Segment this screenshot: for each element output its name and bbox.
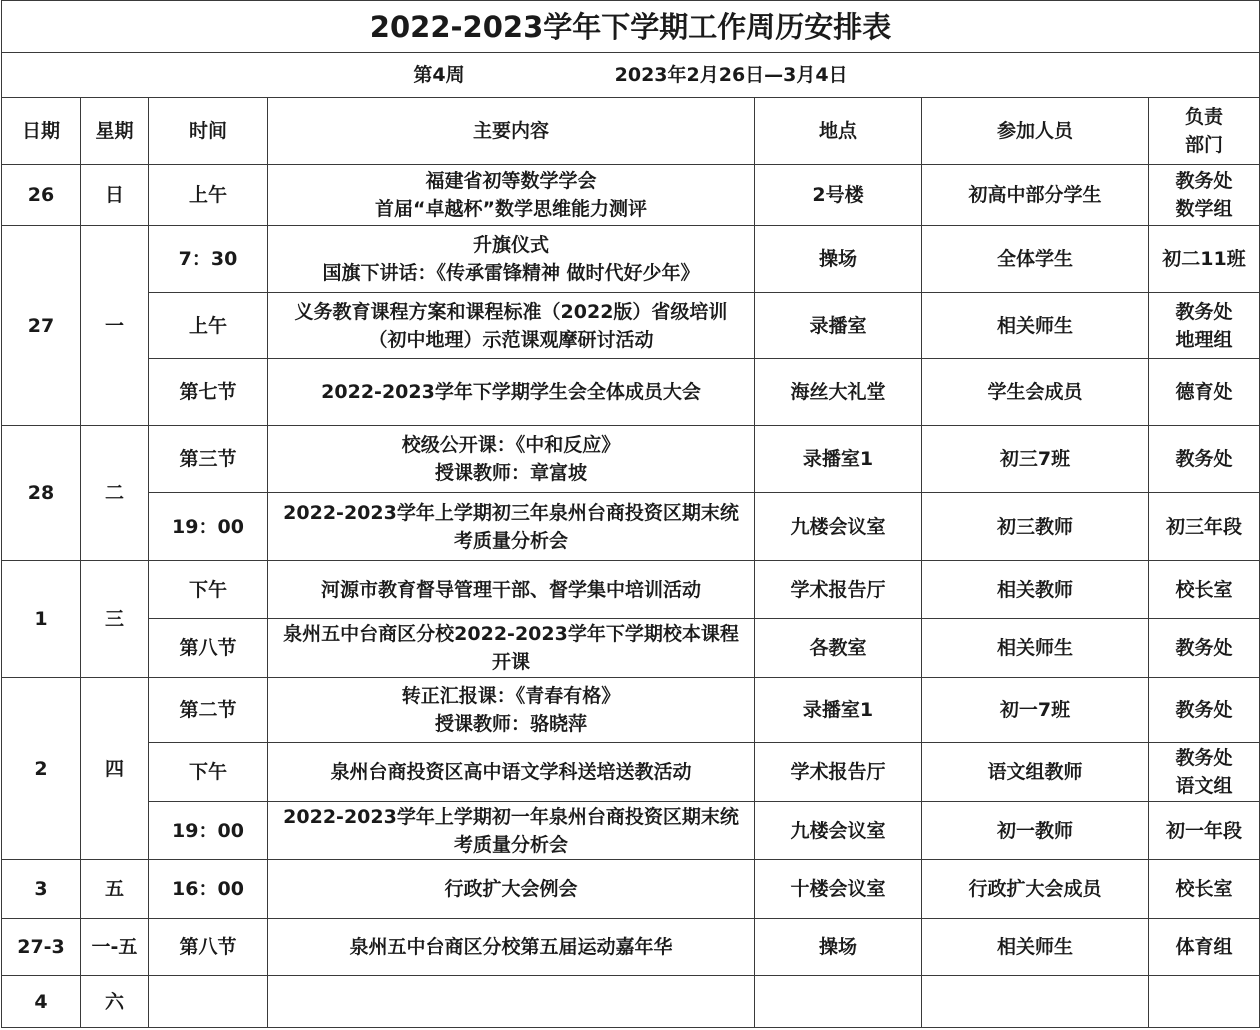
table-row (2, 743, 1260, 802)
header-location: 地点 (755, 98, 922, 165)
department-cell: 教务处 地理组 (1149, 293, 1260, 359)
location-cell: 各教室 (755, 619, 922, 678)
participants-cell: 语文组教师 (922, 743, 1149, 802)
weekday-cell: 五 (81, 860, 149, 919)
content-cell: 升旗仪式 国旗下讲话：《传承雷锋精神 做时代好少年》 (268, 226, 755, 293)
table-row (2, 860, 1260, 919)
weekday-cell: 三 (81, 561, 149, 678)
department-cell: 校长室 (1149, 561, 1260, 619)
department-cell: 体育组 (1149, 919, 1260, 976)
location-cell: 九楼会议室 (755, 493, 922, 561)
time-cell: 第八节 (149, 919, 268, 976)
time-cell: 16：00 (149, 860, 268, 919)
participants-cell: 初三7班 (922, 426, 1149, 493)
time-cell: 上午 (149, 165, 268, 226)
table-row (2, 802, 1260, 860)
time-cell: 19：00 (149, 802, 268, 860)
date-cell: 27 (2, 226, 81, 426)
content-cell: 泉州五中台商区分校第五届运动嘉年华 (268, 919, 755, 976)
location-cell (755, 976, 922, 1028)
department-cell: 教务处 数学组 (1149, 165, 1260, 226)
header-weekday: 星期 (81, 98, 149, 165)
location-cell: 2号楼 (755, 165, 922, 226)
time-cell: 上午 (149, 293, 268, 359)
location-cell: 操场 (755, 919, 922, 976)
department-cell: 教务处 (1149, 426, 1260, 493)
participants-cell: 初三教师 (922, 493, 1149, 561)
time-cell: 第八节 (149, 619, 268, 678)
department-cell: 初一年段 (1149, 802, 1260, 860)
location-cell: 录播室1 (755, 426, 922, 493)
participants-cell: 初高中部分学生 (922, 165, 1149, 226)
weekday-cell: 一-五 (81, 919, 149, 976)
table-row (2, 293, 1260, 359)
weekday-cell: 四 (81, 678, 149, 860)
location-cell: 录播室 (755, 293, 922, 359)
content-cell: 校级公开课：《中和反应》 授课教师：章富坡 (268, 426, 755, 493)
participants-cell: 全体学生 (922, 226, 1149, 293)
time-cell: 第七节 (149, 359, 268, 426)
location-cell: 十楼会议室 (755, 860, 922, 919)
schedule-table (1, 0, 1260, 1028)
location-cell: 九楼会议室 (755, 802, 922, 860)
table-row (2, 976, 1260, 1028)
weekday-cell: 六 (81, 976, 149, 1028)
department-cell: 初三年段 (1149, 493, 1260, 561)
table-row (2, 359, 1260, 426)
location-cell: 学术报告厅 (755, 743, 922, 802)
content-cell: 河源市教育督导管理干部、督学集中培训活动 (268, 561, 755, 619)
time-cell: 下午 (149, 561, 268, 619)
department-cell: 教务处 (1149, 619, 1260, 678)
header-date: 日期 (2, 98, 81, 165)
department-cell: 教务处 语文组 (1149, 743, 1260, 802)
department-cell (1149, 976, 1260, 1028)
participants-cell: 学生会成员 (922, 359, 1149, 426)
table-row (2, 426, 1260, 493)
participants-cell: 初一教师 (922, 802, 1149, 860)
department-cell: 初二11班 (1149, 226, 1260, 293)
time-cell: 第三节 (149, 426, 268, 493)
date-cell: 4 (2, 976, 81, 1028)
participants-cell: 相关师生 (922, 619, 1149, 678)
participants-cell: 行政扩大会成员 (922, 860, 1149, 919)
time-cell: 7：30 (149, 226, 268, 293)
table-row (2, 678, 1260, 743)
date-cell: 27-3 (2, 919, 81, 976)
department-cell: 教务处 (1149, 678, 1260, 743)
header-department: 负责 部门 (1149, 98, 1260, 165)
department-cell: 校长室 (1149, 860, 1260, 919)
week-info (2, 53, 1260, 98)
date-cell: 3 (2, 860, 81, 919)
location-cell: 操场 (755, 226, 922, 293)
content-cell: 泉州台商投资区高中语文学科送培送教活动 (268, 743, 755, 802)
table-row (2, 919, 1260, 976)
table-row (2, 226, 1260, 293)
department-cell: 德育处 (1149, 359, 1260, 426)
header-content: 主要内容 (268, 98, 755, 165)
table-row (2, 561, 1260, 619)
location-cell: 录播室1 (755, 678, 922, 743)
content-cell: 2022-2023学年上学期初一年泉州台商投资区期末统 考质量分析会 (268, 802, 755, 860)
table-row (2, 493, 1260, 561)
header-participants: 参加人员 (922, 98, 1149, 165)
header-row (2, 98, 1260, 165)
time-cell: 第二节 (149, 678, 268, 743)
date-cell: 28 (2, 426, 81, 561)
participants-cell: 相关教师 (922, 561, 1149, 619)
table-row (2, 619, 1260, 678)
week-label: 第4周 (413, 64, 465, 86)
weekday-cell: 日 (81, 165, 149, 226)
date-cell: 26 (2, 165, 81, 226)
time-cell (149, 976, 268, 1028)
participants-cell (922, 976, 1149, 1028)
page-title: 2022-2023学年下学期工作周历安排表 (2, 1, 1260, 53)
weekday-cell: 一 (81, 226, 149, 426)
content-cell (268, 976, 755, 1028)
content-cell: 转正汇报课：《青春有格》 授课教师：骆晓萍 (268, 678, 755, 743)
participants-cell: 相关师生 (922, 293, 1149, 359)
participants-cell: 相关师生 (922, 919, 1149, 976)
location-cell: 学术报告厅 (755, 561, 922, 619)
location-cell: 海丝大礼堂 (755, 359, 922, 426)
time-cell: 19：00 (149, 493, 268, 561)
content-cell: 行政扩大会例会 (268, 860, 755, 919)
content-cell: 2022-2023学年上学期初三年泉州台商投资区期末统 考质量分析会 (268, 493, 755, 561)
content-cell: 义务教育课程方案和课程标准（2022版）省级培训 （初中地理）示范课观摩研讨活动 (268, 293, 755, 359)
content-cell: 泉州五中台商区分校2022-2023学年下学期校本课程 开课 (268, 619, 755, 678)
date-cell: 2 (2, 678, 81, 860)
content-cell: 福建省初等数学学会 首届“卓越杯”数学思维能力测评 (268, 165, 755, 226)
date-cell: 1 (2, 561, 81, 678)
weekday-cell: 二 (81, 426, 149, 561)
header-time: 时间 (149, 98, 268, 165)
table-row (2, 165, 1260, 226)
content-cell: 2022-2023学年下学期学生会全体成员大会 (268, 359, 755, 426)
time-cell: 下午 (149, 743, 268, 802)
date-range: 2023年2月26日—3月4日 (614, 64, 848, 86)
participants-cell: 初一7班 (922, 678, 1149, 743)
